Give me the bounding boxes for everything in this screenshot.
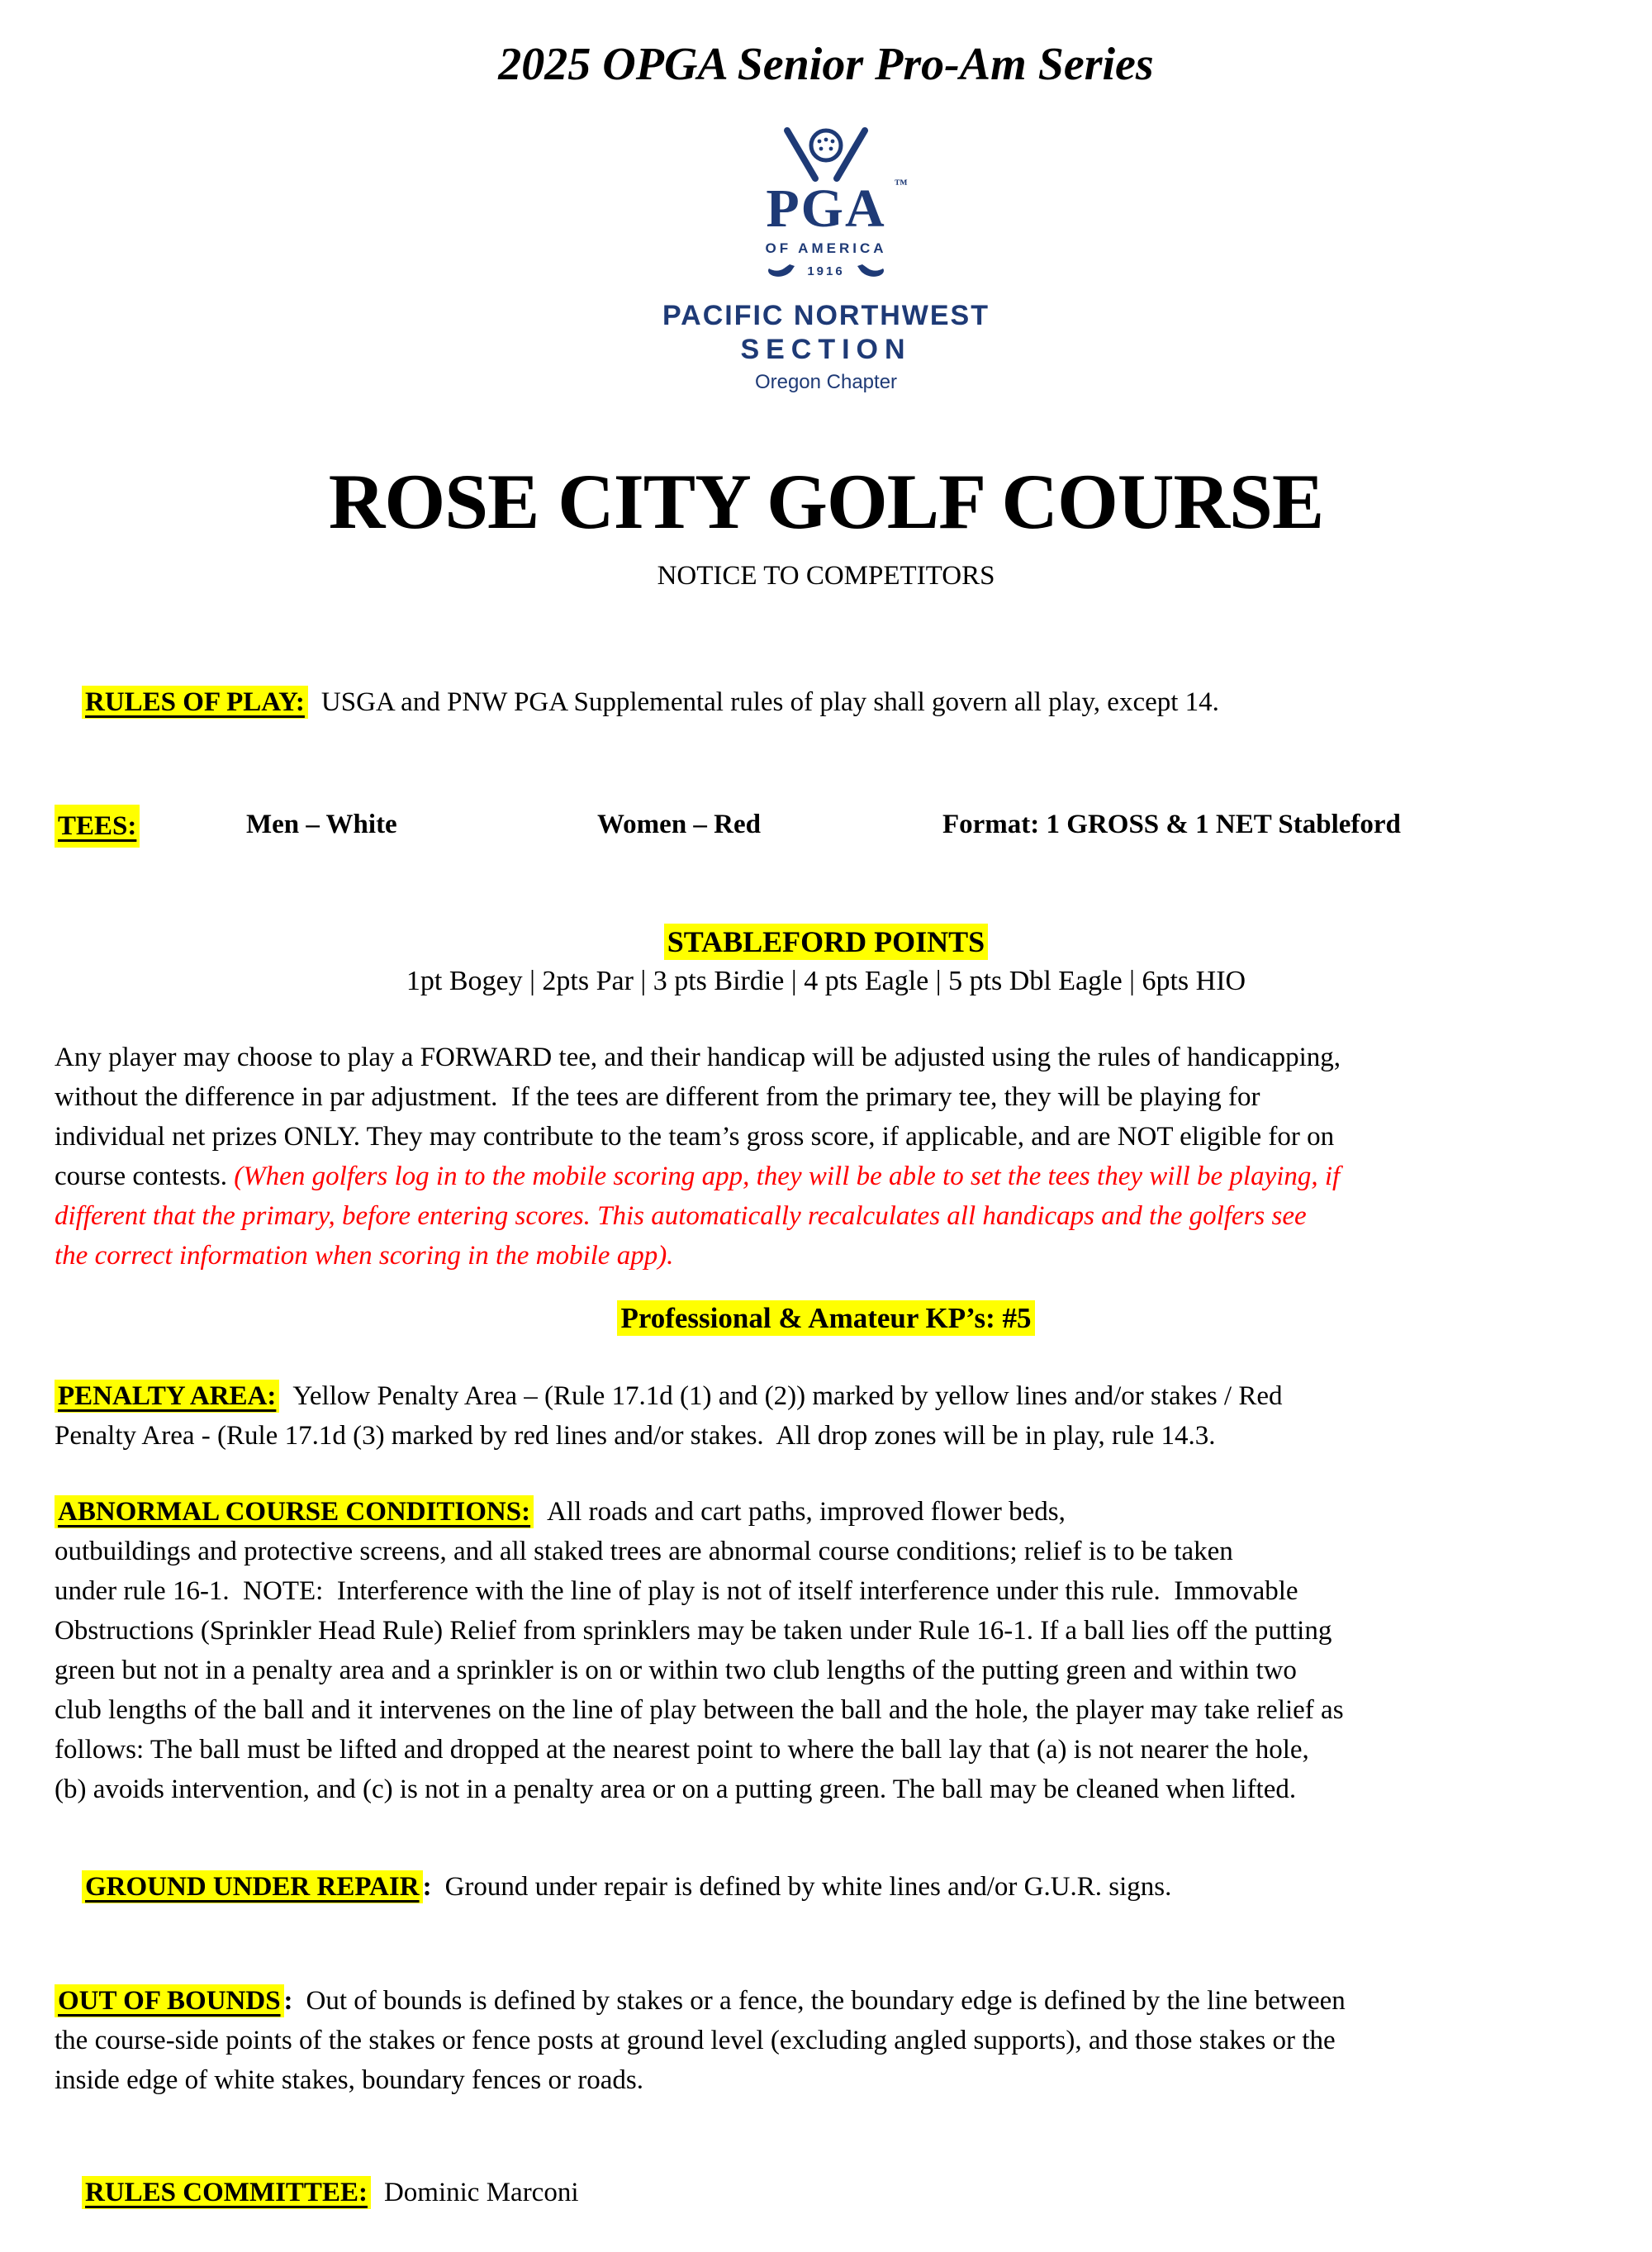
of-america-text: OF AMERICA (765, 240, 887, 257)
paragraph-line: follows: The ball must be lifted and dropped at the nearest point to where the ball lay that (a) is not nearer the hole, (55, 1735, 1309, 1765)
rules-of-play-label: RULES OF PLAY: (82, 686, 308, 719)
kps-banner (55, 1299, 1597, 1338)
abnormal-course-conditions-section (55, 1492, 1597, 1809)
tees-format: Format: 1 GROSS & 1 NET Stableford (942, 810, 1401, 840)
golf-ball-icon (811, 131, 841, 160)
section-name-line1: PACIFIC NORTHWEST (662, 300, 990, 332)
paragraph-line: Any player may choose to play a FORWARD tee, and their handicap will be adjusted using the rules of handicapping, (55, 1043, 1341, 1073)
tees-section (55, 805, 1597, 848)
section-name-line2: SECTION (740, 333, 912, 365)
series-title: 2025 OPGA Senior Pro-Am Series (498, 39, 1154, 90)
penalty-area-section (55, 1376, 1597, 1456)
notice-subtitle: NOTICE TO COMPETITORS (657, 560, 995, 591)
tees-label: TEES: (55, 805, 140, 848)
red-note-line: the correct information when scoring in the mobile app). (55, 1241, 674, 1271)
gur-text: Ground under repair is defined by white lines and/or G.U.R. signs. (444, 1872, 1172, 1903)
paragraph-line: ABNORMAL COURSE CONDITIONS: All roads and cart paths, improved flower beds, (55, 1492, 1597, 1532)
paragraph-line: inside edge of white stakes, boundary fences or roads. (55, 2065, 643, 2096)
rules-of-play-section (55, 643, 1597, 762)
chapter-name: Oregon Chapter (754, 371, 898, 394)
clubhead-right-icon (857, 264, 885, 278)
paragraph-line: the course-side points of the stakes or fence posts at ground level (excluding angled supports), and those stakes or the (55, 2026, 1336, 2056)
rules-of-play-text: USGA and PNW PGA Supplemental rules of play shall govern all play, except 14. (320, 687, 1219, 718)
gur-colon: : (422, 1872, 432, 1903)
red-note-start: (When golfers log in to the mobile scoring app, they will be able to set the tees they will be playing, if (234, 1162, 1341, 1192)
paragraph-line: green but not in a penalty area and a sprinkler is on or within two club lengths of the putting green and within two (55, 1656, 1297, 1686)
paragraph-line: individual net prizes ONLY. They may contribute to the team’s gross score, if applicable, and are NOT eligible for on (55, 1122, 1335, 1152)
founding-year-row (55, 264, 1597, 278)
course-title: ROSE CITY GOLF COURSE (328, 458, 1324, 546)
paragraph-line: outbuildings and protective screens, and all staked trees are abnormal course conditions; relief is to be taken (55, 1537, 1233, 1567)
tees-women: Women – Red (597, 810, 761, 840)
paragraph-line: Obstructions (Sprinkler Head Rule) Relief from sprinklers may be taken under Rule 16-1. If a ball lies off the putting (55, 1616, 1332, 1646)
stableford-heading-text: STABLEFORD POINTS (664, 924, 988, 960)
paragraph-line: Penalty Area - (Rule 17.1d (3) marked by red lines and/or stakes. All drop zones will be in play, rule 14.3. (55, 1421, 1216, 1451)
ball-and-shafts-icon (739, 126, 913, 185)
kps-text: Professional & Amateur KP’s: #5 (617, 1300, 1034, 1336)
oob-label: OUT OF BOUNDS (55, 1984, 284, 2017)
clubhead-left-icon (767, 264, 795, 278)
stableford-heading (55, 922, 1597, 962)
gur-label: GROUND UNDER REPAIR (82, 1870, 423, 1903)
founding-year: 1916 (807, 264, 845, 278)
paragraph-line: PENALTY AREA: Yellow Penalty Area – (Rule 17.1d (1) and (2)) marked by yellow lines and/or stakes / Red (55, 1376, 1597, 1416)
penalty-area-label: PENALTY AREA: (55, 1380, 279, 1413)
out-of-bounds-section (55, 1981, 1597, 2100)
ground-under-repair-section (55, 1827, 1597, 1946)
stableford-points-line: 1pt Bogey | 2pts Par | 3 pts Birdie | 4 pts Eagle | 5 pts Dbl Eagle | 6pts HIO (406, 966, 1246, 997)
paragraph-line: (b) avoids intervention, and (c) is not in a penalty area or on a putting green. The ball may be cleaned when lifted. (55, 1775, 1297, 1805)
red-note-line: different that the primary, before entering scores. This automatically recalculates all handicaps and the golfers see (55, 1201, 1307, 1232)
tees-men: Men – White (246, 810, 397, 840)
abnormal-label: ABNORMAL COURSE CONDITIONS: (55, 1495, 534, 1528)
rules-committee-label: RULES COMMITTEE: (82, 2176, 371, 2209)
paragraph-line: course contests. (When golfers log in to the mobile scoring app, they will be able to set the tees they will be playing, if (55, 1162, 1341, 1192)
rules-committee-name: Dominic Marconi (383, 2178, 579, 2208)
paragraph-line: club lengths of the ball and it intervenes on the line of play between the ball and the hole, the player may take relief as (55, 1695, 1344, 1726)
paragraph-line: under rule 16-1. NOTE: Interference with the line of play is not of itself interference under this rule. Immovable (55, 1576, 1298, 1607)
pga-wordmark: PGA ™ (766, 178, 908, 240)
trademark-symbol: ™ (894, 178, 908, 192)
oob-colon: : (283, 1986, 293, 2017)
paragraph-line: OUT OF BOUNDS : Out of bounds is defined by stakes or a fence, the boundary edge is defined by the line between (55, 1981, 1597, 2021)
pga-section-logo (55, 126, 1597, 395)
rules-committee-section (55, 2133, 1597, 2252)
forward-tee-paragraph (55, 1038, 1597, 1276)
paragraph-line: without the difference in par adjustment. If the tees are different from the primary tee, they will be playing for (55, 1082, 1260, 1113)
